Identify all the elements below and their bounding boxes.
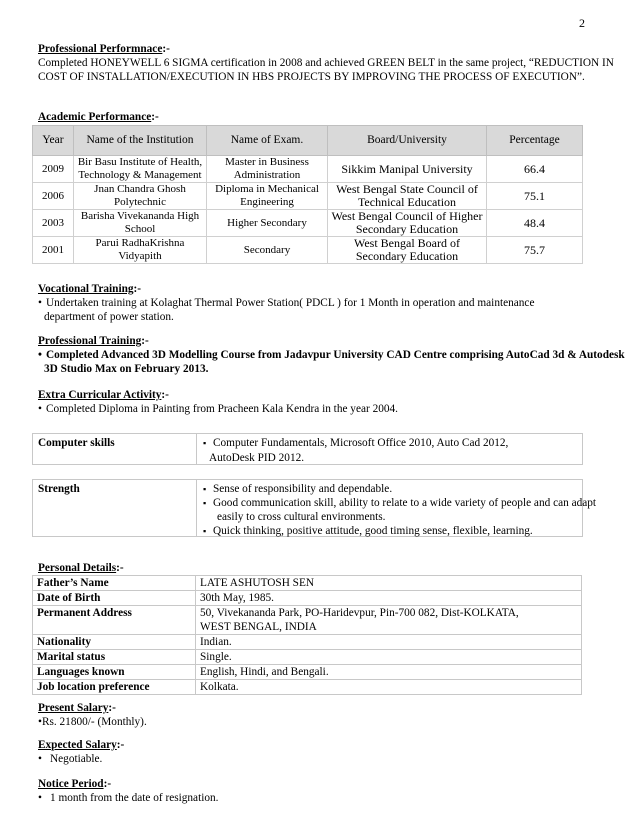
column-header: Year xyxy=(33,126,74,156)
vocational-item-cont: department of power station. xyxy=(44,311,174,323)
expected-salary-section xyxy=(38,738,628,766)
divider xyxy=(196,434,197,464)
board-cell: West Bengal State Council of Technical Education xyxy=(328,183,487,210)
section-heading: Notice Period:- xyxy=(38,778,112,790)
present-salary-value: •Rs. 21800/- (Monthly). xyxy=(38,716,147,728)
exam-cell: Diploma in Mechanical Engineering xyxy=(207,183,328,210)
professional-training-item: • Completed Advanced 3D Modelling Course from Jadavpur University CAD Centre comprising AutoCad 3d & Autodesk xyxy=(38,348,636,362)
computer-skills-label: Computer skills xyxy=(38,437,115,449)
year-cell: 2001 xyxy=(33,237,74,264)
detail-key: Date of Birth xyxy=(33,591,196,606)
column-header: Name of the Institution xyxy=(74,126,207,156)
column-header: Percentage xyxy=(487,126,583,156)
section-heading: Expected Salary:- xyxy=(38,739,125,751)
list-item: ▪ Good communication skill, ability to relate to a wide variety of people and can adapt xyxy=(203,496,578,510)
academic-table xyxy=(32,125,583,264)
table-row xyxy=(33,576,582,591)
table-row xyxy=(33,606,582,635)
strength-list xyxy=(203,482,597,538)
expected-salary-item: • Negotiable. xyxy=(38,752,628,766)
exam-cell: Higher Secondary xyxy=(207,210,328,237)
table-row xyxy=(33,665,582,680)
detail-key: Permanent Address xyxy=(33,606,196,635)
professional-performance-section xyxy=(38,42,628,84)
computer-skills-table xyxy=(32,433,583,465)
personal-details-table xyxy=(32,575,582,695)
board-cell: West Bengal Board of Secondary Education xyxy=(328,237,487,264)
list-item: ▪ Quick thinking, positive attitude, good timing sense, flexible, learning. xyxy=(203,524,578,538)
detail-key: Marital status xyxy=(33,650,196,665)
academic-heading: Academic Performance:- xyxy=(38,111,159,123)
vocational-section xyxy=(38,282,628,324)
percentage-cell: 75.1 xyxy=(487,183,583,210)
detail-value: 30th May, 1985. xyxy=(196,591,582,606)
table-row xyxy=(33,183,583,210)
year-cell: 2003 xyxy=(33,210,74,237)
table-row xyxy=(33,210,583,237)
detail-value: Indian. xyxy=(196,635,582,650)
board-cell: Sikkim Manipal University xyxy=(328,156,487,183)
table-row xyxy=(33,650,582,665)
section-heading: Extra Curricular Activity:- xyxy=(38,389,169,401)
professional-training-section xyxy=(38,334,636,376)
detail-value: Kolkata. xyxy=(196,680,582,695)
percentage-cell: 75.7 xyxy=(487,237,583,264)
extra-curricular-section xyxy=(38,388,628,416)
board-cell: West Bengal Council of Higher Secondary Education xyxy=(328,210,487,237)
table-header-row xyxy=(33,126,583,156)
address-line-1: 50, Vivekananda Park, PO-Haridevpur, Pin-700 082, Dist-KOLKATA, xyxy=(200,607,519,619)
table-row xyxy=(33,635,582,650)
institution-cell: Bir Basu Institute of Health, Technology & Management xyxy=(74,156,207,183)
institution-cell: Parui RadhaKrishna Vidyapith xyxy=(74,237,207,264)
exam-cell: Master in Business Administration xyxy=(207,156,328,183)
detail-value: English, Hindi, and Bengali. xyxy=(196,665,582,680)
percentage-cell: 48.4 xyxy=(487,210,583,237)
detail-key: Nationality xyxy=(33,635,196,650)
year-cell: 2006 xyxy=(33,183,74,210)
personal-heading: Personal Details:- xyxy=(38,562,124,574)
notice-period-section xyxy=(38,777,628,805)
section-heading: Professional Training:- xyxy=(38,335,149,347)
exam-cell: Secondary xyxy=(207,237,328,264)
year-cell: 2009 xyxy=(33,156,74,183)
detail-value: LATE ASHUTOSH SEN xyxy=(196,576,582,591)
notice-period-item: • 1 month from the date of resignation. xyxy=(38,791,628,805)
table-row xyxy=(33,591,582,606)
detail-value xyxy=(196,606,582,635)
detail-value: Single. xyxy=(196,650,582,665)
address-line-2: WEST BENGAL, INDIA xyxy=(200,621,317,633)
institution-cell: Jnan Chandra Ghosh Polytechnic xyxy=(74,183,207,210)
strength-table xyxy=(32,479,597,537)
computer-skills-value: ▪ Computer Fundamentals, Microsoft Office 2010, Auto Cad 2012, AutoDesk PID 2012. xyxy=(203,436,578,465)
detail-key: Languages known xyxy=(33,665,196,680)
column-header: Name of Exam. xyxy=(207,126,328,156)
institution-cell: Barisha Vivekananda High School xyxy=(74,210,207,237)
section-heading: Present Salary:- xyxy=(38,702,116,714)
list-item-cont: easily to cross cultural environments. xyxy=(217,511,386,523)
detail-key: Father’s Name xyxy=(33,576,196,591)
strength-label: Strength xyxy=(38,483,80,495)
page-number: 2 xyxy=(579,16,585,30)
divider xyxy=(196,480,197,536)
table-row xyxy=(33,156,583,183)
table-row xyxy=(33,237,583,264)
vocational-item: • Undertaken training at Kolaghat Thermal Power Station( PDCL ) for 1 Month in operation and maintenance xyxy=(38,296,628,310)
section-heading: Professional Performnace:- xyxy=(38,43,170,55)
professional-performance-text: Completed HONEYWELL 6 SIGMA certification in 2008 and achieved GREEN BELT in the same project, “REDUCTION IN COST OF INSTALLATION/EXECUTION IN HBS PROJECTS BY IMPROVING THE PROCESS OF EXECUTION”. xyxy=(38,57,614,83)
percentage-cell: 66.4 xyxy=(487,156,583,183)
section-heading: Vocational Training:- xyxy=(38,283,142,295)
professional-training-item-cont: 3D Studio Max on February 2013. xyxy=(44,363,209,375)
extra-curricular-item: • Completed Diploma in Painting from Pracheen Kala Kendra in the year 2004. xyxy=(38,402,628,416)
column-header: Board/University xyxy=(328,126,487,156)
table-row xyxy=(33,680,582,695)
present-salary-section xyxy=(38,701,628,729)
list-item: ▪ Sense of responsibility and dependable. xyxy=(203,482,578,496)
detail-key: Job location preference xyxy=(33,680,196,695)
